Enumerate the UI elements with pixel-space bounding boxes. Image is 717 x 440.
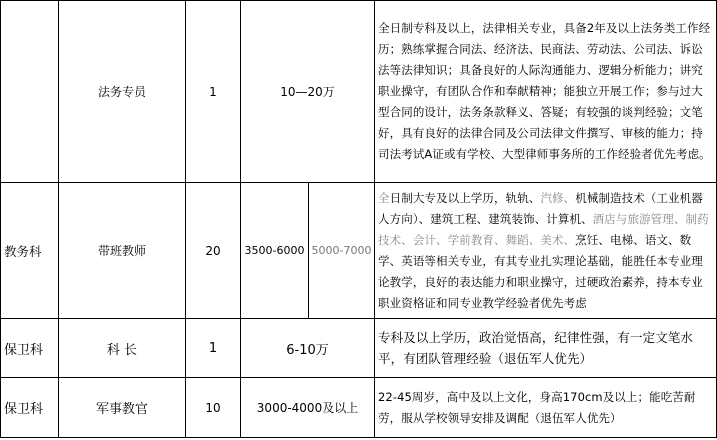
req-part: 烹饪、电梯、语文、数学、英语等相关专业，有其专业扎实理论基础，能胜任本专业理论教学，良好的表达能力和职业操守，过硬政治素养，持本专业职业资格证和同专业教学经验者优先考虑 bbox=[378, 232, 703, 310]
salary-cell: 3000-4000及以上 bbox=[241, 378, 375, 438]
salary-cell: 10—20万 bbox=[241, 1, 375, 183]
table-row bbox=[1, 183, 717, 319]
dept-cell: 保卫科 bbox=[1, 319, 59, 378]
position-cell: 科 长 bbox=[59, 319, 186, 378]
dept-cell: 教务科 bbox=[1, 183, 59, 319]
table-row bbox=[1, 1, 717, 183]
salary-cell: 6-10万 bbox=[241, 319, 375, 378]
requirements-cell bbox=[375, 183, 717, 319]
req-part: 全 bbox=[378, 190, 390, 205]
position-cell: 带班教师 bbox=[59, 183, 186, 319]
count-cell: 1 bbox=[186, 1, 241, 183]
requirements-cell: 全日制专科及以上，法律相关专业，具备2年及以上法务类工作经历；熟练掌握合同法、经济法、民商法、劳动法、公司法、诉讼法等法律知识；具备良好的人际沟通能力、逻辑分析能力；讲究职业操守，有团队合作和奉献精神；能独立开展工作；参与过大型合同的设计，法务条款释义、答疑；有较强的谈判经验；文笔好，具有良好的法律合同及公司法律文件撰写、审核的能力；持司法考试A证或有学校、大型律师事务所的工作经验者优先考虑。 bbox=[375, 1, 717, 183]
table-row bbox=[1, 319, 717, 378]
salary-cell-b: 5000-7000 bbox=[309, 183, 375, 319]
count-cell: 20 bbox=[186, 183, 241, 319]
req-part: 汽修、 bbox=[540, 190, 576, 205]
count-cell: 1 bbox=[186, 319, 241, 378]
position-cell: 军事教官 bbox=[59, 378, 186, 438]
dept-cell bbox=[1, 1, 59, 183]
requirements-cell: 专科及以上学历，政治觉悟高，纪律性强，有一定文笔水平，有团队管理经验（退伍军人优先） bbox=[375, 319, 717, 378]
requirements-cell: 22-45周岁，高中及以上文化，身高170cm及以上；能吃苦耐劳，服从学校领导安排及调配（退伍军人优先） bbox=[375, 378, 717, 438]
position-cell: 法务专员 bbox=[59, 1, 186, 183]
req-part: 日制大专及以上学历，轨轨、 bbox=[389, 190, 541, 205]
req-part: 机械制造技术（工业机器人方向）、建筑工程、建筑装饰、计算机、 bbox=[378, 190, 703, 226]
req-part: 酒店与旅游管理、制药技术、会计、学前教育、舞蹈、美术、 bbox=[378, 211, 709, 247]
count-cell: 10 bbox=[186, 378, 241, 438]
table-row bbox=[1, 378, 717, 438]
dept-cell: 保卫科 bbox=[1, 378, 59, 438]
salary-cell-a: 3500-6000 bbox=[241, 183, 309, 319]
